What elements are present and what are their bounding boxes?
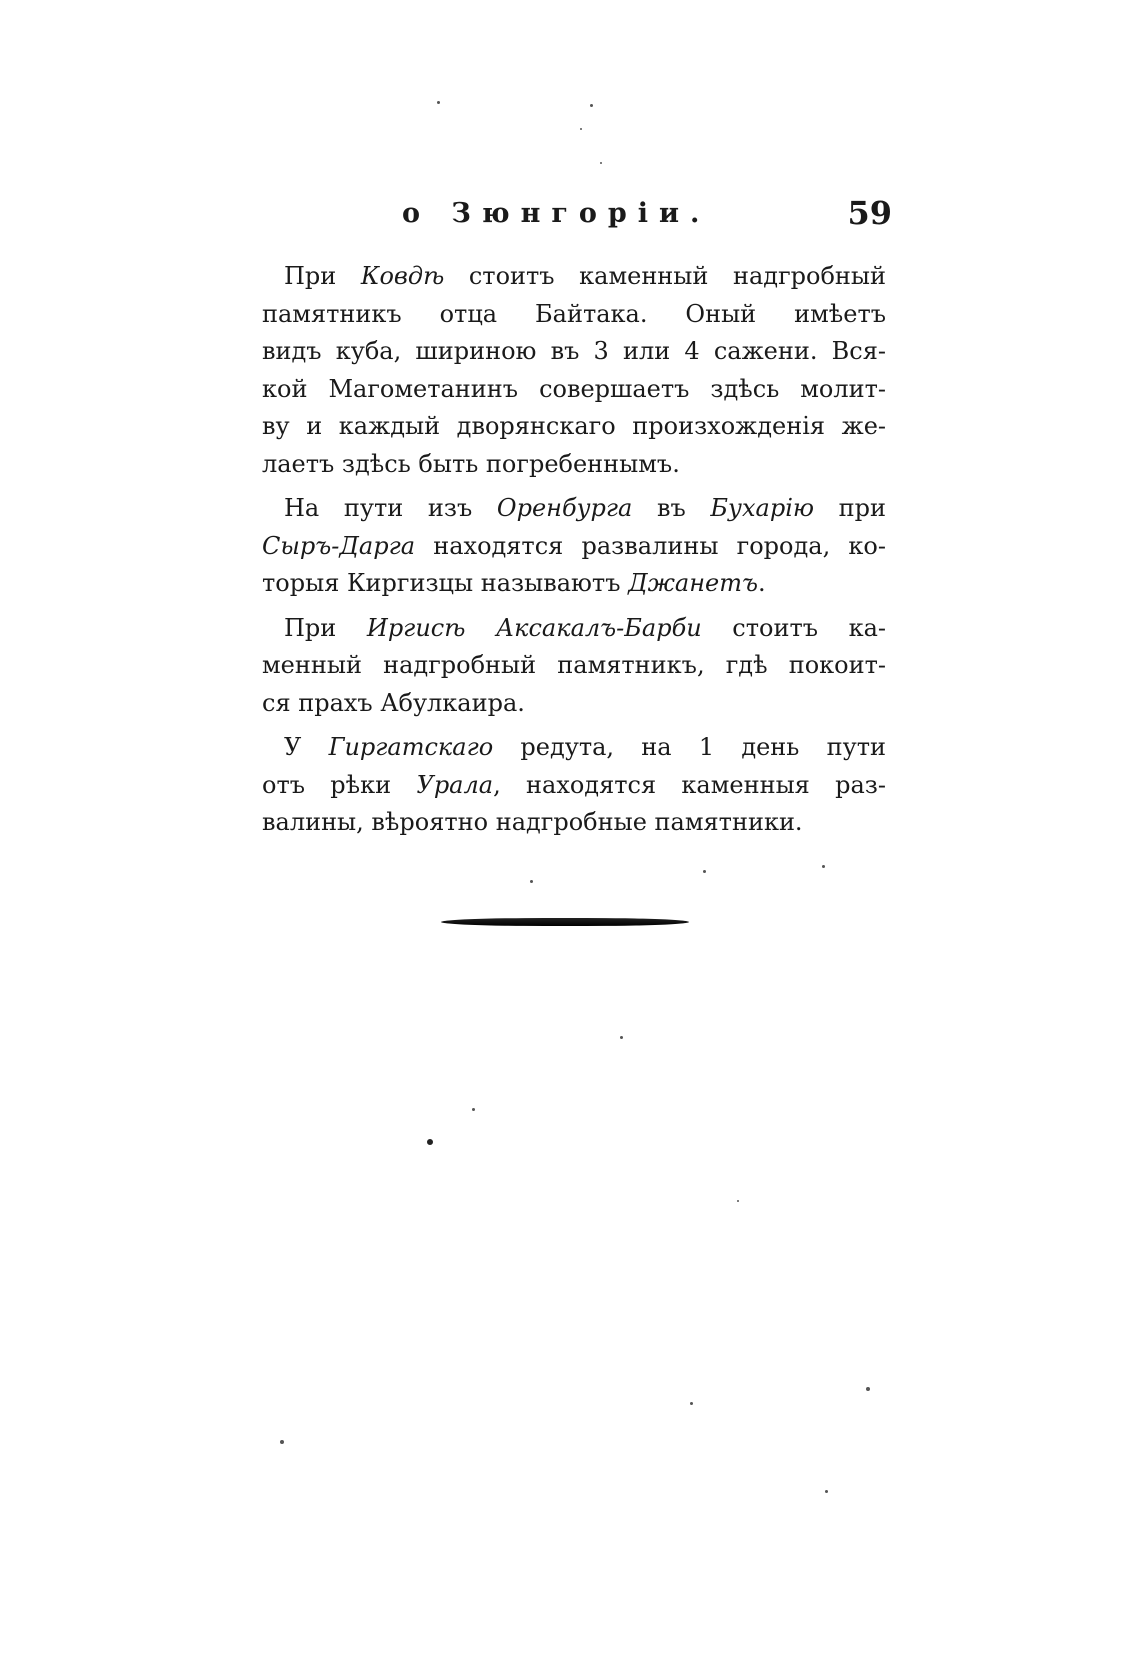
- scan-speck: [600, 162, 602, 164]
- scan-speck: [620, 1036, 623, 1039]
- text-line: лаетъ здѣсь быть погребеннымъ.: [262, 449, 680, 478]
- text-line: Сыръ-Дарга находятся развалины города, ко-: [262, 531, 886, 560]
- body-text: [262, 258, 886, 849]
- page-number: 59: [847, 194, 892, 232]
- text-line: При Иргисѣ Аксакалъ-Барби стоитъ ка-: [284, 613, 887, 642]
- italic-name: Джанетъ: [628, 569, 758, 597]
- scan-speck: [690, 1402, 693, 1405]
- text-line: отъ рѣки Урала, находятся каменныя раз-: [262, 770, 886, 799]
- text-line: ву и каждый дворянскаго произхожденія же-: [262, 412, 886, 440]
- text-line: кой Магометанинъ совершаетъ здѣсь молит-: [262, 374, 886, 403]
- scan-speck: [530, 880, 533, 883]
- italic-name: Бухарію: [710, 494, 814, 522]
- paragraph: [262, 258, 886, 483]
- scan-speck: [280, 1440, 284, 1444]
- italic-name: Ковдѣ: [360, 262, 445, 290]
- paragraph: [262, 490, 886, 603]
- scan-speck: [580, 128, 582, 130]
- text-line: торыя Киргизцы называютъ Джанетъ.: [262, 569, 766, 597]
- end-ornament-rule: [441, 918, 689, 926]
- text-line: При Ковдѣ стоитъ каменный надгробный: [284, 262, 886, 290]
- text-line: валины, вѣроятно надгробные памятники.: [262, 808, 803, 836]
- italic-name: Иргисѣ Аксакалъ-Барби: [366, 613, 702, 642]
- scan-speck: [590, 104, 593, 107]
- running-title: о Зюнгоріи.: [402, 198, 711, 229]
- text-line: На пути изъ Оренбурга въ Бухарію при: [284, 494, 886, 522]
- italic-name: Гиргатскаго: [328, 733, 494, 761]
- text-line: У Гиргатскаго редута, на 1 день пути: [284, 733, 886, 761]
- paragraph: [262, 610, 886, 723]
- text-line: видъ куба, шириною въ 3 или 4 сажени. Вся-: [262, 337, 886, 365]
- text-line: ся прахъ Абулкаира.: [262, 688, 525, 717]
- scan-speck: [825, 1490, 828, 1493]
- italic-name: Оренбурга: [496, 494, 633, 522]
- scan-speck: [437, 101, 440, 104]
- page-header: [262, 194, 902, 238]
- scan-speck: [427, 1139, 433, 1145]
- scan-speck: [703, 870, 706, 873]
- italic-name: Урала: [416, 770, 494, 799]
- italic-name: Сыръ-Дарга: [262, 531, 415, 560]
- paragraph: [262, 729, 886, 842]
- scan-speck: [472, 1108, 475, 1111]
- scan-speck: [737, 1200, 739, 1202]
- scan-speck: [822, 865, 825, 868]
- text-line: менный надгробный памятникъ, гдѣ покоит-: [262, 651, 886, 679]
- scan-speck: [866, 1387, 870, 1391]
- text-line: памятникъ отца Байтака. Оный имѣетъ: [262, 299, 886, 328]
